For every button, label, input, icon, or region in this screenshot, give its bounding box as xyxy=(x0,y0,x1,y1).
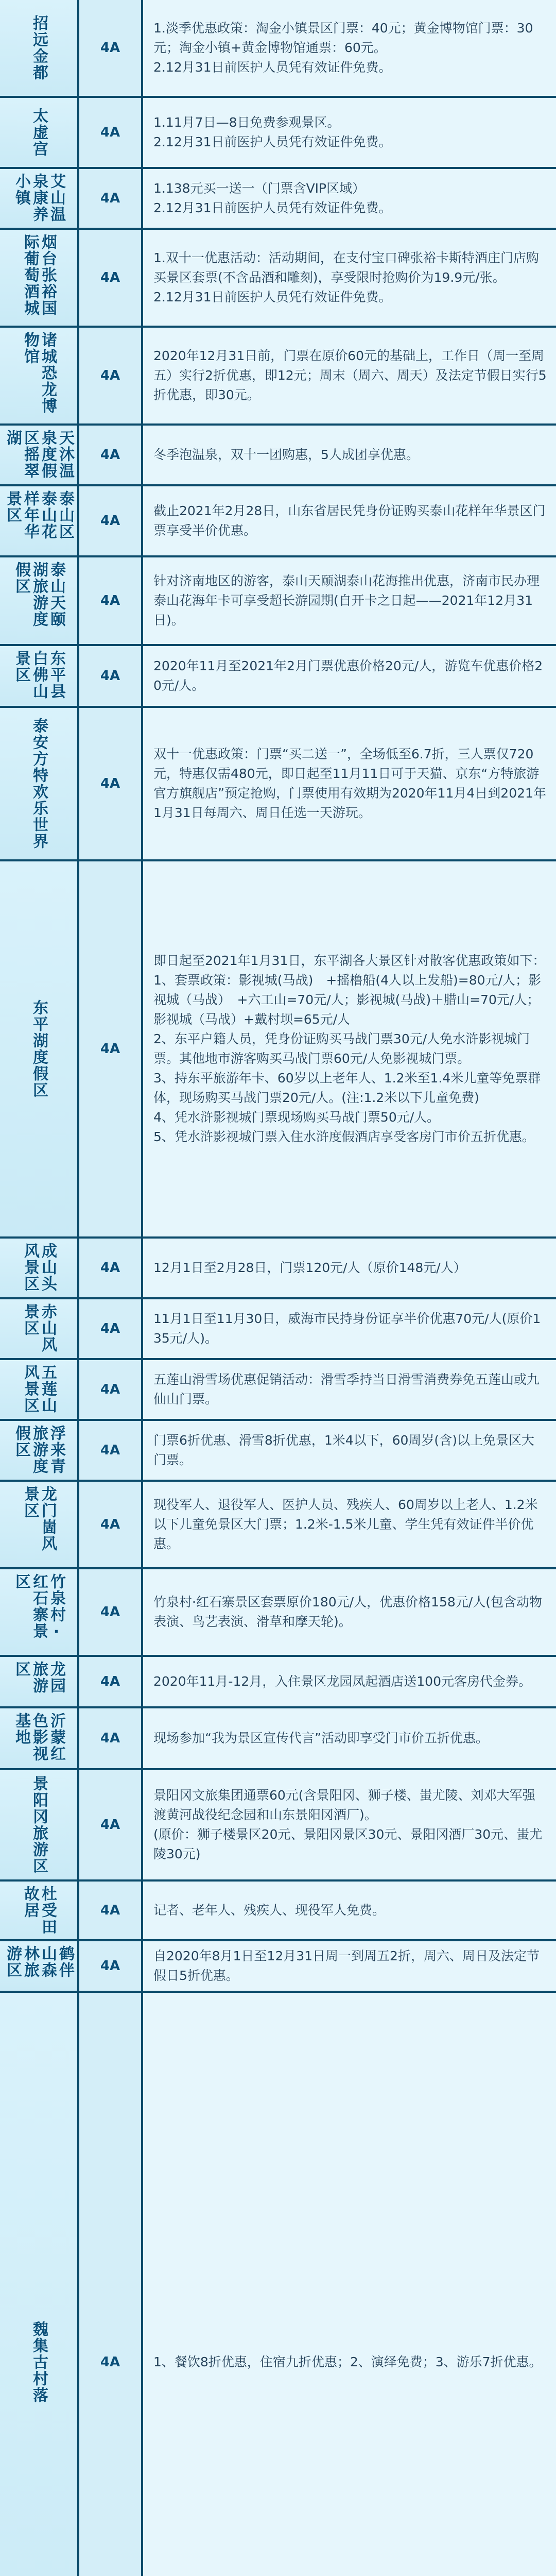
discount-description: 针对济南地区的游客，泰山天颐湖泰山花海推出优惠，济南市民办理泰山花海年卡可享受超长游园期(自开卡之日起——2021年12月31日)。 xyxy=(153,573,540,628)
discount-description: 1.淡季优惠政策：淘金小镇景区门票：40元；黄金博物馆门票：30元；淘金小镇+黄金博物馆通票：60元。 2.12月31日前医护人员凭有效证件免费。 xyxy=(153,21,533,75)
table-row xyxy=(0,1770,556,1882)
scenic-name: 鹤伴山森林旅游区 xyxy=(4,1945,74,1978)
scenic-name: 魏集古村落 xyxy=(30,2321,48,2403)
table-row xyxy=(0,1657,556,1708)
table-row xyxy=(0,1993,556,2576)
scenic-name-cell xyxy=(0,1482,79,1567)
scenic-name: 泰安方特欢乐世界 xyxy=(30,718,48,850)
scenic-name: 烟台张裕国际葡萄酒城 xyxy=(21,234,57,316)
discount-description-cell xyxy=(143,1299,556,1358)
discount-description-cell xyxy=(143,1569,556,1655)
discount-description: 即日起至2021年1月31日，东平湖各大景区针对散客优惠政策如下： 1、套票政策：影视城(马战) +摇橹船(4人以上发船)=80元/人；影视城（马战） +六工山=70元/人；影视城(马战)＋腊山=70元/人；影视城（马战）+戴村坝=65元/人 2、东平户籍人员，凭身份证购买马战门票30元/人免水浒影视城门票。其他地市游客购买马战门票60元/人免影视城门票。 3、持东平旅游年卡、60岁以上老年人、1.2米至1.4米儿童等免票群体，现场购买马战门票20元/人。(注:1.2米以下儿童免费) 4、凭水浒影视城门票现场购买马战门票50元/人。 5、凭水浒影视城门票入住水浒度假酒店享受客房门市价五折优惠。 xyxy=(153,953,546,1144)
discount-description: 记者、老年人、残疾人、现役军人免费。 xyxy=(153,1903,386,1918)
table-row xyxy=(0,230,556,328)
scenic-level: 4A xyxy=(79,486,143,555)
discount-description-cell xyxy=(143,1993,556,2576)
scenic-name: 浮来青旅游度假区 xyxy=(12,1425,65,1475)
scenic-name-cell xyxy=(0,1941,79,1991)
discount-description: 2020年11月至2021年2月门票优惠价格20元/人，游览车优惠价格20元/人。 xyxy=(153,658,543,693)
table-row xyxy=(0,1708,556,1770)
discount-description: 2020年12月31日前，门票在原价60元的基础上，工作日（周一至周五）实行2折优惠，即12元；周末（周六、周天）及法定节假日实行5折优惠，即30元。 xyxy=(153,348,547,402)
scenic-name-cell xyxy=(0,646,79,706)
discount-description: 2020年11月-12月，入住景区龙园凤起酒店送100元客房代金券。 xyxy=(153,1674,531,1689)
scenic-name: 沂蒙红色影视基地 xyxy=(12,1713,65,1762)
discount-description: 1.138元买一送一（门票含VIP区域） 2.12月31日前医护人员凭有效证件免费。 xyxy=(153,181,392,215)
scenic-name: 龙门崮风景区 xyxy=(21,1486,57,1552)
scenic-level: 4A xyxy=(79,1569,143,1655)
table-row xyxy=(0,98,556,169)
discount-description-cell xyxy=(143,1941,556,1991)
discount-description-cell xyxy=(143,0,556,96)
discount-description: 五莲山滑雪场优惠促销活动：滑雪季持当日滑雪消费券免五莲山或九仙山门票。 xyxy=(153,1372,540,1406)
scenic-name-cell xyxy=(0,1993,79,2576)
scenic-level: 4A xyxy=(79,1882,143,1939)
scenic-name: 景阳冈旅游区 xyxy=(30,1775,48,1874)
discount-description: 11月1日至11月30日，威海市民持身份证享半价优惠70元/人(原价135元/人)。 xyxy=(153,1311,541,1346)
table-row xyxy=(0,1299,556,1360)
scenic-name: 东平县白佛山景区 xyxy=(12,650,65,700)
discount-description: 自2020年8月1日至12月31日周一到周五2折，周六、周日及法定节假日5折优惠。 xyxy=(153,1948,540,1983)
scenic-level: 4A xyxy=(79,1941,143,1991)
scenic-name: 天沐温泉度假区摇翠湖 xyxy=(4,430,74,479)
discount-description-cell xyxy=(143,1482,556,1567)
scenic-name-cell xyxy=(0,230,79,326)
scenic-level: 4A xyxy=(79,1770,143,1879)
scenic-name: 龙园旅游区 xyxy=(12,1661,65,1694)
scenic-name-cell xyxy=(0,328,79,423)
discount-description-cell xyxy=(143,1360,556,1419)
discount-description-cell xyxy=(143,1657,556,1706)
table-row xyxy=(0,1882,556,1941)
table-row xyxy=(0,426,556,486)
scenic-name-cell xyxy=(0,1421,79,1480)
discount-description-cell xyxy=(143,1882,556,1939)
scenic-name: 泰山区泰山花样年华景区 xyxy=(4,490,74,540)
discount-description: 现役军人、退役军人、医护人员、残疾人、60周岁以上老人、1.2米以下儿童免景区大门票；1.2米-1.5米儿童、学生凭有效证件半价优惠。 xyxy=(153,1497,538,1551)
scenic-level: 4A xyxy=(79,328,143,423)
scenic-name-cell xyxy=(0,861,79,1236)
discount-description-cell xyxy=(143,861,556,1236)
discount-description-cell xyxy=(143,98,556,167)
discount-description: 1.双十一优惠活动：活动期间，在支付宝口碑张裕卡斯特酒庄门店购买景区套票(不含品酒和雕刻)，享受限时抢购价为19.9元/张。 2.12月31日前医护人员凭有效证件免费。 xyxy=(153,250,539,304)
scenic-name: 诸城恐龙博物馆 xyxy=(21,332,57,414)
scenic-level: 4A xyxy=(79,169,143,228)
scenic-name-cell xyxy=(0,1882,79,1939)
scenic-level: 4A xyxy=(79,708,143,859)
discount-description: 门票6折优惠、滑雪8折优惠，1米4以下，60周岁(含)以上免景区大门票。 xyxy=(153,1433,534,1467)
discount-description: 竹泉村·红石寨景区套票原价180元/人，优惠价格158元/人(包含动物表演、鸟艺表演、滑草和摩天轮)。 xyxy=(153,1595,542,1629)
discount-description-cell xyxy=(143,230,556,326)
scenic-name-cell xyxy=(0,0,79,96)
scenic-name-cell xyxy=(0,1657,79,1706)
scenic-name: 五莲山风景区 xyxy=(21,1364,57,1414)
scenic-level: 4A xyxy=(79,1299,143,1358)
scenic-name-cell xyxy=(0,98,79,167)
scenic-name-cell xyxy=(0,1708,79,1768)
discount-description-cell xyxy=(143,486,556,555)
table-row xyxy=(0,1569,556,1657)
scenic-name-cell xyxy=(0,708,79,859)
discount-description-cell xyxy=(143,646,556,706)
scenic-level: 4A xyxy=(79,230,143,326)
scenic-level: 4A xyxy=(79,1708,143,1768)
scenic-level: 4A xyxy=(79,1657,143,1706)
scenic-name-cell xyxy=(0,1360,79,1419)
discount-description-cell xyxy=(143,1708,556,1768)
scenic-level: 4A xyxy=(79,1239,143,1297)
scenic-level: 4A xyxy=(79,557,143,644)
discount-description-cell xyxy=(143,328,556,423)
discount-description-cell xyxy=(143,557,556,644)
table-row xyxy=(0,486,556,557)
table-row xyxy=(0,708,556,861)
table-row xyxy=(0,1360,556,1421)
discount-description-cell xyxy=(143,1770,556,1879)
scenic-name: 招远金都 xyxy=(30,15,48,81)
scenic-name-cell xyxy=(0,169,79,228)
table-row xyxy=(0,1239,556,1299)
scenic-level: 4A xyxy=(79,1360,143,1419)
scenic-level: 4A xyxy=(79,1482,143,1567)
discount-description: 12月1日至2月28日，门票120元/人（原价148元/人） xyxy=(153,1260,466,1275)
table-row xyxy=(0,169,556,230)
discount-description-cell xyxy=(143,708,556,859)
scenic-level: 4A xyxy=(79,0,143,96)
discount-description: 1.11月7日—8日免费参观景区。 2.12月31日前医护人员凭有效证件免费。 xyxy=(153,115,392,149)
discount-description-cell xyxy=(143,1239,556,1297)
table-row xyxy=(0,328,556,426)
table-row xyxy=(0,1941,556,1993)
scenic-level: 4A xyxy=(79,1421,143,1480)
discount-description: 景阳冈文旅集团通票60元(含景阳冈、狮子楼、蚩尤陵、刘邓大军强渡黄河战役纪念园和山东景阳冈酒厂)。 (原价：狮子楼景区20元、景阳冈景区30元、景阳冈酒厂30元、蚩尤陵30元) xyxy=(153,1788,543,1861)
scenic-name-cell xyxy=(0,1770,79,1879)
table-row xyxy=(0,557,556,646)
scenic-name: 杜受田故居 xyxy=(21,1886,57,1935)
scenic-name: 艾山温泉康养小镇 xyxy=(12,173,65,223)
scenic-level: 4A xyxy=(79,1993,143,2576)
scenic-name-cell xyxy=(0,486,79,555)
scenic-name-cell xyxy=(0,1299,79,1358)
scenic-level: 4A xyxy=(79,646,143,706)
scenic-name: 泰山天颐湖旅游度假区 xyxy=(12,562,65,628)
scenic-name-cell xyxy=(0,1569,79,1655)
scenic-name: 太虚宫 xyxy=(30,108,48,157)
table-row xyxy=(0,646,556,708)
scenic-level: 4A xyxy=(79,426,143,484)
table-row xyxy=(0,1421,556,1482)
discount-description-cell xyxy=(143,1421,556,1480)
discount-description-cell xyxy=(143,169,556,228)
scenic-level: 4A xyxy=(79,98,143,167)
scenic-name-cell xyxy=(0,1239,79,1297)
scenic-name: 东平湖度假区 xyxy=(30,999,48,1098)
scenic-name: 竹泉村·红石寨景区 xyxy=(12,1573,65,1642)
discount-description-cell xyxy=(143,426,556,484)
discount-description: 截止2021年2月28日，山东省居民凭身份证购买泰山花样年华景区门票享受半价优惠。 xyxy=(153,503,546,538)
scenic-name-cell xyxy=(0,557,79,644)
discount-description: 现场参加“我为景区宣传代言”活动即享受门市价五折优惠。 xyxy=(153,1731,489,1745)
scenic-level: 4A xyxy=(79,861,143,1236)
scenic-name-cell xyxy=(0,426,79,484)
scenic-name: 成山头风景区 xyxy=(21,1243,57,1292)
table-row xyxy=(0,861,556,1239)
discount-description: 冬季泡温泉，双十一团购惠，5人成团享优惠。 xyxy=(153,447,419,462)
table-row xyxy=(0,0,556,98)
scenic-name: 赤山风景区 xyxy=(21,1303,57,1353)
discount-description: 双十一优惠政策：门票“买二送一”，全场低至6.7折，三人票仅720元，特惠仅需480元，即日起至11月11日可于天猫、京东“方特旅游官方旗舰店”预定抢购，门票使用有效期为2020年11月4日到2021年1月31日每周六、周日任选一天游玩。 xyxy=(153,747,546,820)
table-row xyxy=(0,1482,556,1569)
discount-description: 1、餐饮8折优惠，住宿九折优惠；2、演绎免费；3、游乐7折优惠。 xyxy=(153,2354,542,2369)
